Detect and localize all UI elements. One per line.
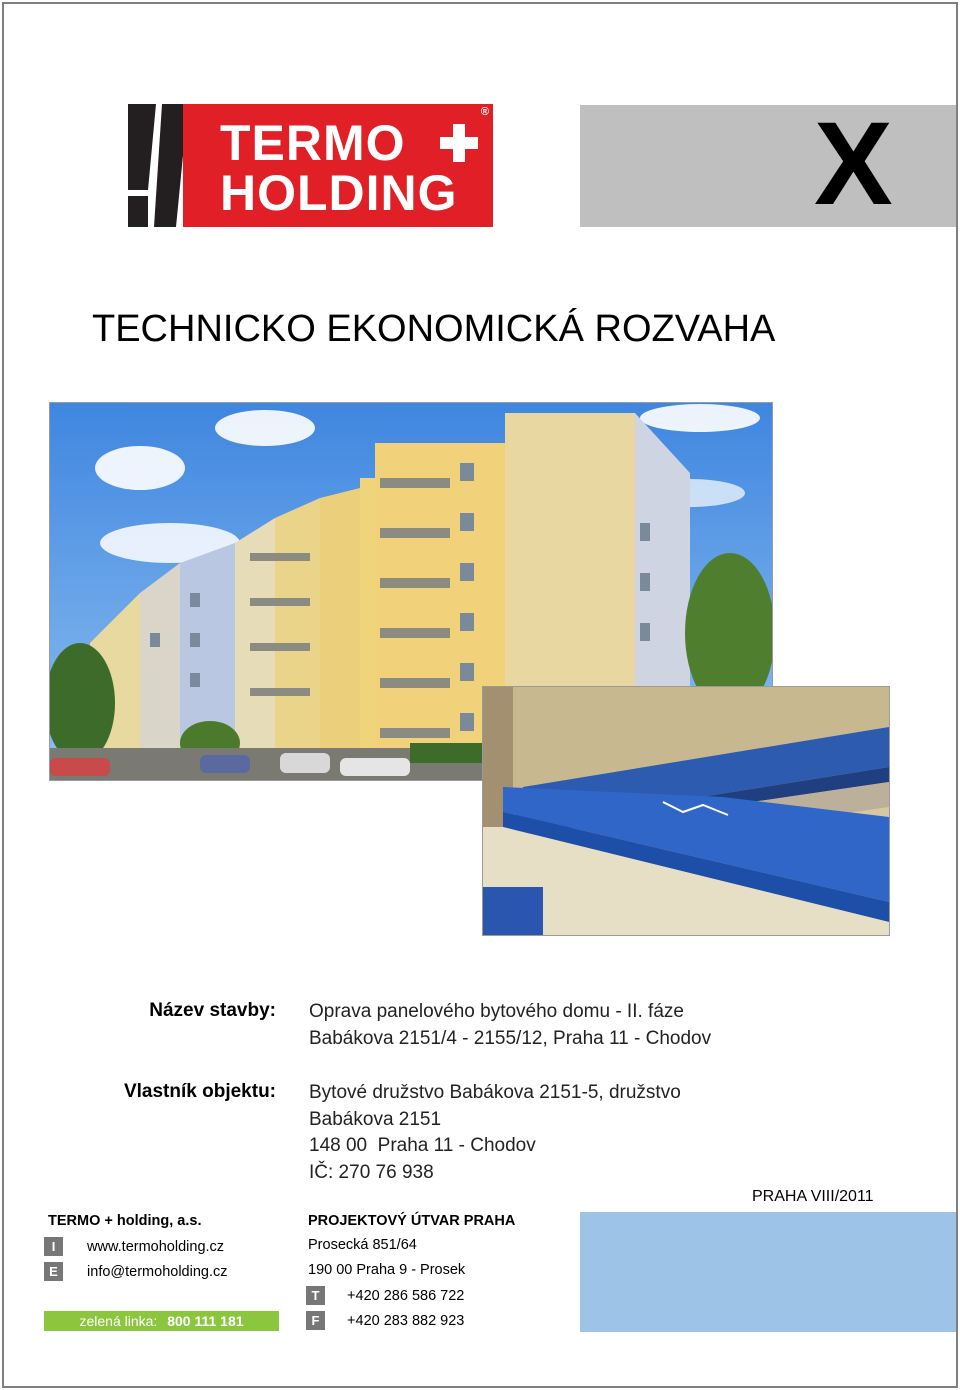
hotline-label: zelená linka:: [79, 1313, 158, 1329]
marker-letter: X: [814, 98, 893, 230]
blue-corner-box: [580, 1212, 956, 1332]
owner-line: 148 00 Praha 11 - Chodov: [309, 1135, 536, 1156]
company-email-link[interactable]: info@termoholding.cz: [87, 1264, 228, 1280]
company-email-row: [44, 1262, 228, 1281]
owner-line: Bytové družstvo Babákova 2151-5, družstvo: [309, 1082, 681, 1103]
project-name-line: Babákova 2151/4 - 2155/12, Praha 11 - Chodov: [309, 1027, 712, 1049]
company-web-row: [44, 1237, 224, 1256]
project-name-line: Oprava panelového bytového domu - II. fáze: [309, 1001, 684, 1022]
project-name-value: [309, 999, 711, 1052]
office-phone: +420 286 586 722: [347, 1288, 465, 1304]
web-tag: I: [44, 1237, 63, 1256]
email-tag: E: [44, 1262, 63, 1281]
logo-plus-icon: [440, 124, 478, 162]
hotline-bar: [44, 1311, 279, 1331]
document-title: TECHNICKO EKONOMICKÁ ROZVAHA: [92, 308, 776, 350]
owner-value: [309, 1080, 681, 1186]
owner-label: Vlastník objektu:: [123, 1081, 276, 1102]
office-phone-row: [306, 1286, 464, 1305]
owner-line: Babákova 2151: [309, 1108, 442, 1130]
office-fax-row: [306, 1311, 464, 1330]
phone-tag: T: [306, 1286, 325, 1305]
logo-word-termo: TERMO: [220, 115, 406, 171]
company-name: TERMO + holding, a.s.: [48, 1213, 202, 1229]
office-name: PROJEKTOVÝ ÚTVAR PRAHA: [308, 1213, 516, 1229]
marker-box: [580, 98, 956, 230]
office-street: Prosecká 851/64: [308, 1237, 417, 1253]
office-city: 190 00 Praha 9 - Prosek: [308, 1262, 466, 1278]
date-label: PRAHA VIII/2011: [752, 1188, 874, 1205]
logo-word-holding: HOLDING: [220, 165, 458, 221]
office-fax: +420 283 882 923: [347, 1313, 465, 1329]
hotline-number: 800 111 181: [167, 1313, 244, 1329]
window-sill-detail-photo: [482, 686, 890, 936]
termo-holding-logo: [128, 104, 493, 227]
logo-exclamation-mark: [128, 104, 188, 227]
project-name-label: Název stavby:: [149, 1000, 276, 1021]
owner-line: IČ: 270 76 938: [309, 1161, 434, 1183]
company-web-link[interactable]: www.termoholding.cz: [87, 1239, 225, 1255]
fax-tag: F: [306, 1311, 325, 1330]
registered-mark: ®: [480, 106, 489, 118]
